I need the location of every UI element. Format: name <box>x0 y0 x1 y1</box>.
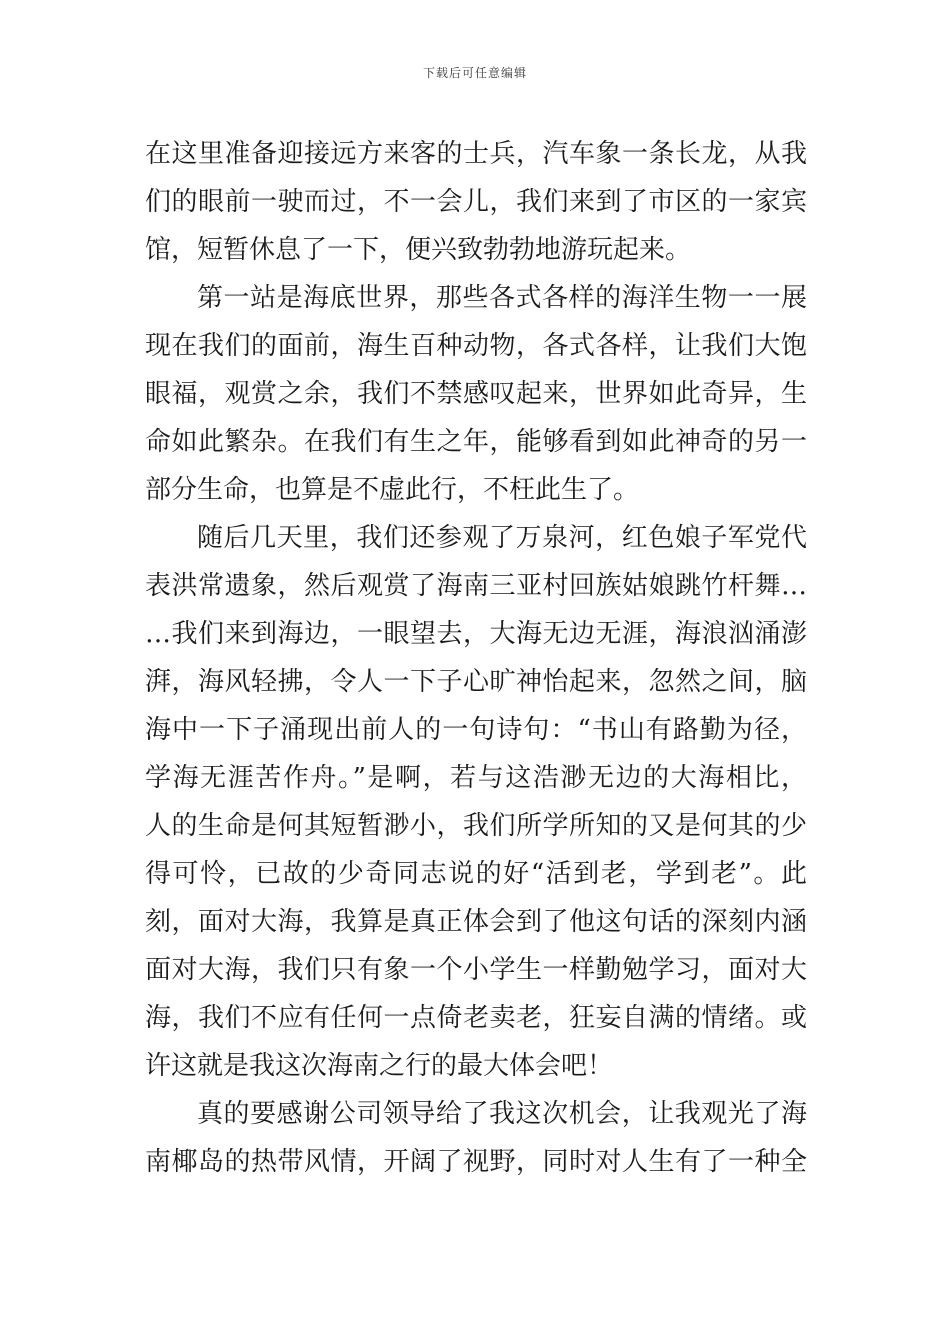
text-line: 湃，海风轻拂，令人一下子心旷神怡起来，忽然之间，脑 <box>145 667 807 697</box>
paragraph <box>145 130 807 274</box>
text-line: 南椰岛的热带风情，开阔了视野，同时对人生有了一种全 <box>145 1147 807 1177</box>
text-line: 眼福，观赏之余，我们不禁感叹起来，世界如此奇异，生 <box>145 379 807 409</box>
text-line: 随后几天里，我们还参观了万泉河，红色娘子军党代 <box>197 523 807 553</box>
page-header: 下载后可任意编辑 <box>422 66 527 80</box>
document-body <box>145 130 807 1186</box>
text-line: 馆，短暂休息了一下，便兴致勃勃地游玩起来。 <box>145 235 692 265</box>
text-line: 学海无涯苦作舟。”是啊，若与这浩渺无边的大海相比， <box>145 763 807 793</box>
text-line: 现在我们的面前，海生百种动物，各式各样，让我们大饱 <box>145 331 807 361</box>
text-line: 在这里准备迎接远方来客的士兵，汽车象一条长龙，从我 <box>145 139 807 169</box>
text-line: 命如此繁杂。在我们有生之年，能够看到如此神奇的另一 <box>145 427 807 457</box>
paragraph <box>145 274 807 514</box>
text-line: 许这就是我这次海南之行的最大体会吧！ <box>145 1051 614 1081</box>
text-line: 第一站是海底世界，那些各式各样的海洋生物一一展 <box>197 283 807 313</box>
text-line: 部分生命，也算是不虚此行，不枉此生了。 <box>145 475 640 505</box>
text-line: 刻，面对大海，我算是真正体会到了他这句话的深刻内涵 <box>145 907 807 937</box>
text-line: 人的生命是何其短暂渺小，我们所学所知的又是何其的少 <box>145 811 807 841</box>
paragraph <box>145 1090 807 1186</box>
text-line: 表洪常遗象，然后观赏了海南三亚村回族姑娘跳竹杆舞… <box>145 571 807 601</box>
text-line: 面对大海，我们只有象一个小学生一样勤勉学习，面对大 <box>145 955 807 985</box>
text-line: …我们来到海边，一眼望去，大海无边无涯，海浪汹涌澎 <box>145 619 807 649</box>
text-line: 得可怜，已故的少奇同志说的好“活到老，学到老”。此 <box>145 859 807 889</box>
text-line: 真的要感谢公司领导给了我这次机会，让我观光了海 <box>197 1099 807 1129</box>
text-line: 海中一下子涌现出前人的一句诗句：“书山有路勤为径， <box>145 715 807 745</box>
paragraph <box>145 514 807 1090</box>
text-line: 海，我们不应有任何一点倚老卖老，狂妄自满的情绪。或 <box>145 1003 807 1033</box>
text-line: 们的眼前一驶而过，不一会儿，我们来到了市区的一家宾 <box>145 187 807 217</box>
